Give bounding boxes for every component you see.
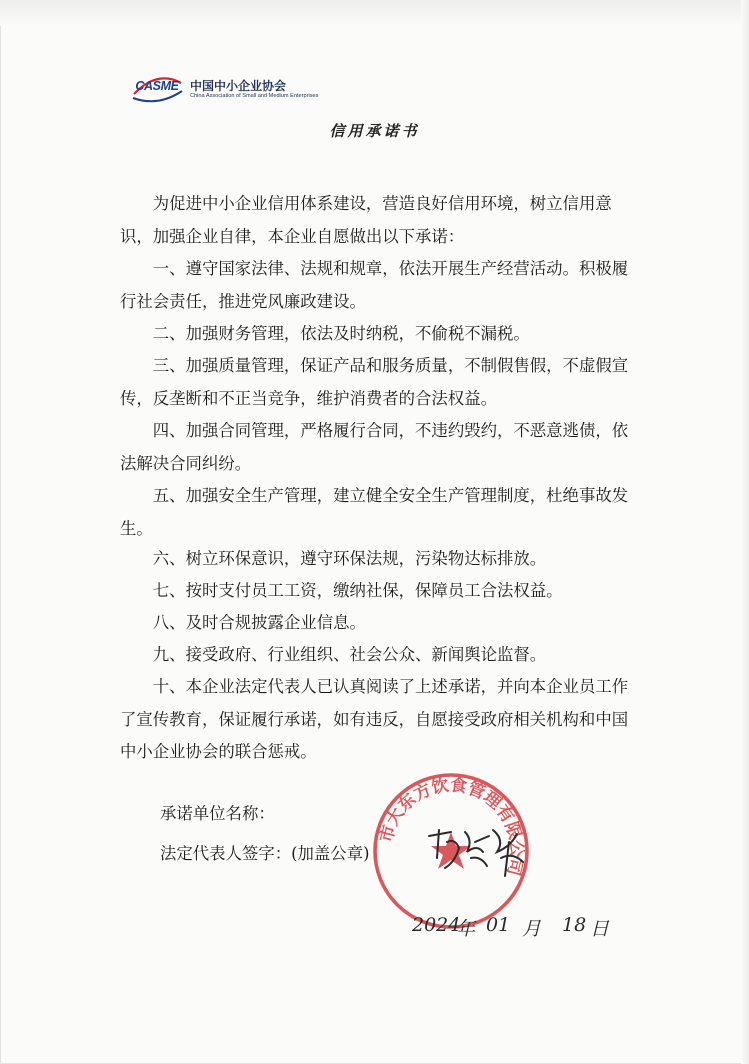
commitment-5: 五、加强安全生产管理，建立健全安全生产管理制度，杜绝事故发生。 — [120, 486, 629, 538]
signing-date — [412, 914, 612, 948]
org-name-en: China Association of Small and Medium Enterprises — [190, 93, 319, 99]
casme-logo-mark — [128, 74, 186, 104]
commitment-9: 九、接受政府、行业组织、社会公众、新闻舆论监督。 — [152, 645, 547, 664]
logo-abbr: CASME — [135, 79, 179, 93]
scan-edge-right — [741, 0, 749, 1064]
legal-rep-label: 法定代表人签字：(加盖公章) — [160, 844, 370, 863]
commitment-2: 二、加强财务管理，依法及时纳税，不偷税不漏税。 — [152, 324, 530, 343]
scan-edge-top — [0, 0, 749, 26]
date-year-char: 年 — [456, 918, 476, 940]
date-month: 01 — [486, 914, 511, 936]
commitment-6: 六、树立环保意识，遵守环保法规，污染物达标排放。 — [152, 549, 547, 568]
commitment-7: 七、按时支付员工工资，缴纳社保，保障员工合法权益。 — [152, 581, 563, 600]
date-year: 2024 — [412, 914, 461, 936]
commitment-3: 三、加强质量管理，保证产品和服务质量，不制假售假，不虚假宣传，反垄断和不正当竞争，维护消费者的合法权益。 — [120, 356, 629, 408]
date-day: 18 — [562, 914, 587, 936]
commitment-8: 八、及时合规披露企业信息。 — [152, 613, 366, 632]
commitment-1: 一、遵守国家法律、法规和规章，依法开展生产经营活动。积极履行社会责任，推进党风廉政建设。 — [120, 259, 629, 311]
intro-paragraph: 为促进中小企业信用体系建设，营造良好信用环境，树立信用意识，加强企业自律，本企业自愿做出以下承诺： — [120, 194, 612, 246]
commitment-4: 四、加强合同管理，严格履行合同，不违约毁约，不恶意逃债，依法解决合同纠纷。 — [120, 421, 629, 473]
seal-text: 市大东方饮食管理有限公司 — [376, 775, 527, 878]
commitment-10: 十、本企业法定代表人已认真阅读了上述承诺，并向本企业员工作了宣传教育，保证履行承诺，如有违反，自愿接受政府相关机构和中国中小企业协会的联合惩戒。 — [120, 677, 629, 762]
page-title: 信用承诺书 — [329, 122, 420, 140]
date-month-char: 月 — [522, 918, 542, 940]
unit-name-label: 承诺单位名称： — [160, 804, 275, 823]
org-name-cn: 中国中小企业协会 — [190, 79, 287, 93]
handwritten-signature — [425, 822, 535, 882]
date-day-char: 日 — [590, 918, 610, 940]
